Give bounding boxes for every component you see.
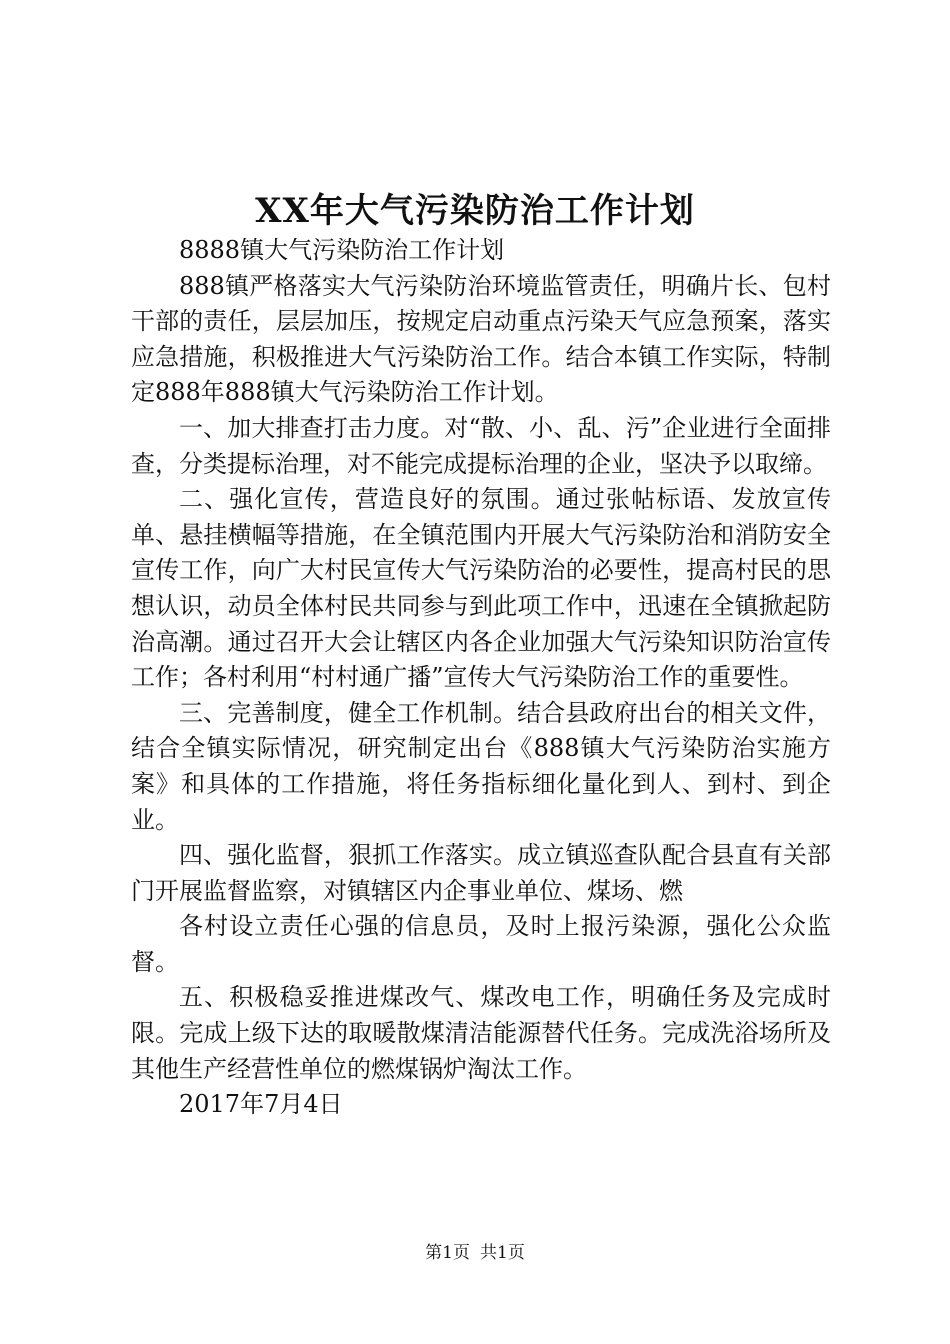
section-5-paragraph: 五、积极稳妥推进煤改气、煤改电工作，明确任务及完成时限。完成上级下达的取暖散煤清洁能源替代任务。完成洗浴场所及其他生产经营性单位的燃煤锅炉淘汰工作。 xyxy=(131,983,831,1083)
intro-paragraph: 888镇严格落实大气污染防治环境监管责任，明确片长、包村干部的责任，层层加压，按规定启动重点污染天气应急预案，落实应急措施，积极推进大气污染防治工作。结合本镇工作实际，特制定888年888镇大气污染防治工作计划。 xyxy=(131,271,831,407)
date-paragraph: 2017年7月4日 xyxy=(179,1090,343,1119)
subtitle-paragraph: 8888镇大气污染防治工作计划 xyxy=(179,236,505,264)
document-title: XX年大气污染防治工作计划 xyxy=(255,191,695,231)
page-footer xyxy=(0,1241,950,1265)
document-body xyxy=(131,233,831,1123)
section-4-continuation-paragraph: 各村设立责任心强的信息员，及时上报污染源，强化公众监督。 xyxy=(131,912,831,976)
section-4-paragraph: 四、强化监督，狠抓工作落实。成立镇巡查队配合县直有关部门开展监督监察，对镇辖区内企事业单位、煤场、燃 xyxy=(131,841,831,905)
section-2-paragraph: 二、强化宣传，营造良好的氛围。通过张帖标语、发放宣传单、悬挂横幅等措施，在全镇范围内开展大气污染防治和消防安全宣传工作，向广大村民宣传大气污染防治的必要性，提高村民的思想认识，动员全体村民共同参与到此项工作中，迅速在全镇掀起防治高潮。通过召开大会让辖区内各企业加强大气污染知识防治宣传工作；各村利用“村村通广播”宣传大气污染防治工作的重要性。 xyxy=(131,485,831,692)
page-total: 共1页 xyxy=(480,1243,525,1263)
section-1-paragraph: 一、加大排查打击力度。对“散、小、乱、污”企业进行全面排查，分类提标治理，对不能完成提标治理的企业，坚决予以取缔。 xyxy=(131,413,831,478)
section-3-paragraph: 三、完善制度，健全工作机制。结合县政府出台的相关文件，结合全镇实际情况，研究制定出台《888镇大气污染防治实施方案》和具体的工作措施，将任务指标细化量化到人、到村、到企业。 xyxy=(131,698,831,834)
page-number: 第1页 xyxy=(425,1243,470,1263)
